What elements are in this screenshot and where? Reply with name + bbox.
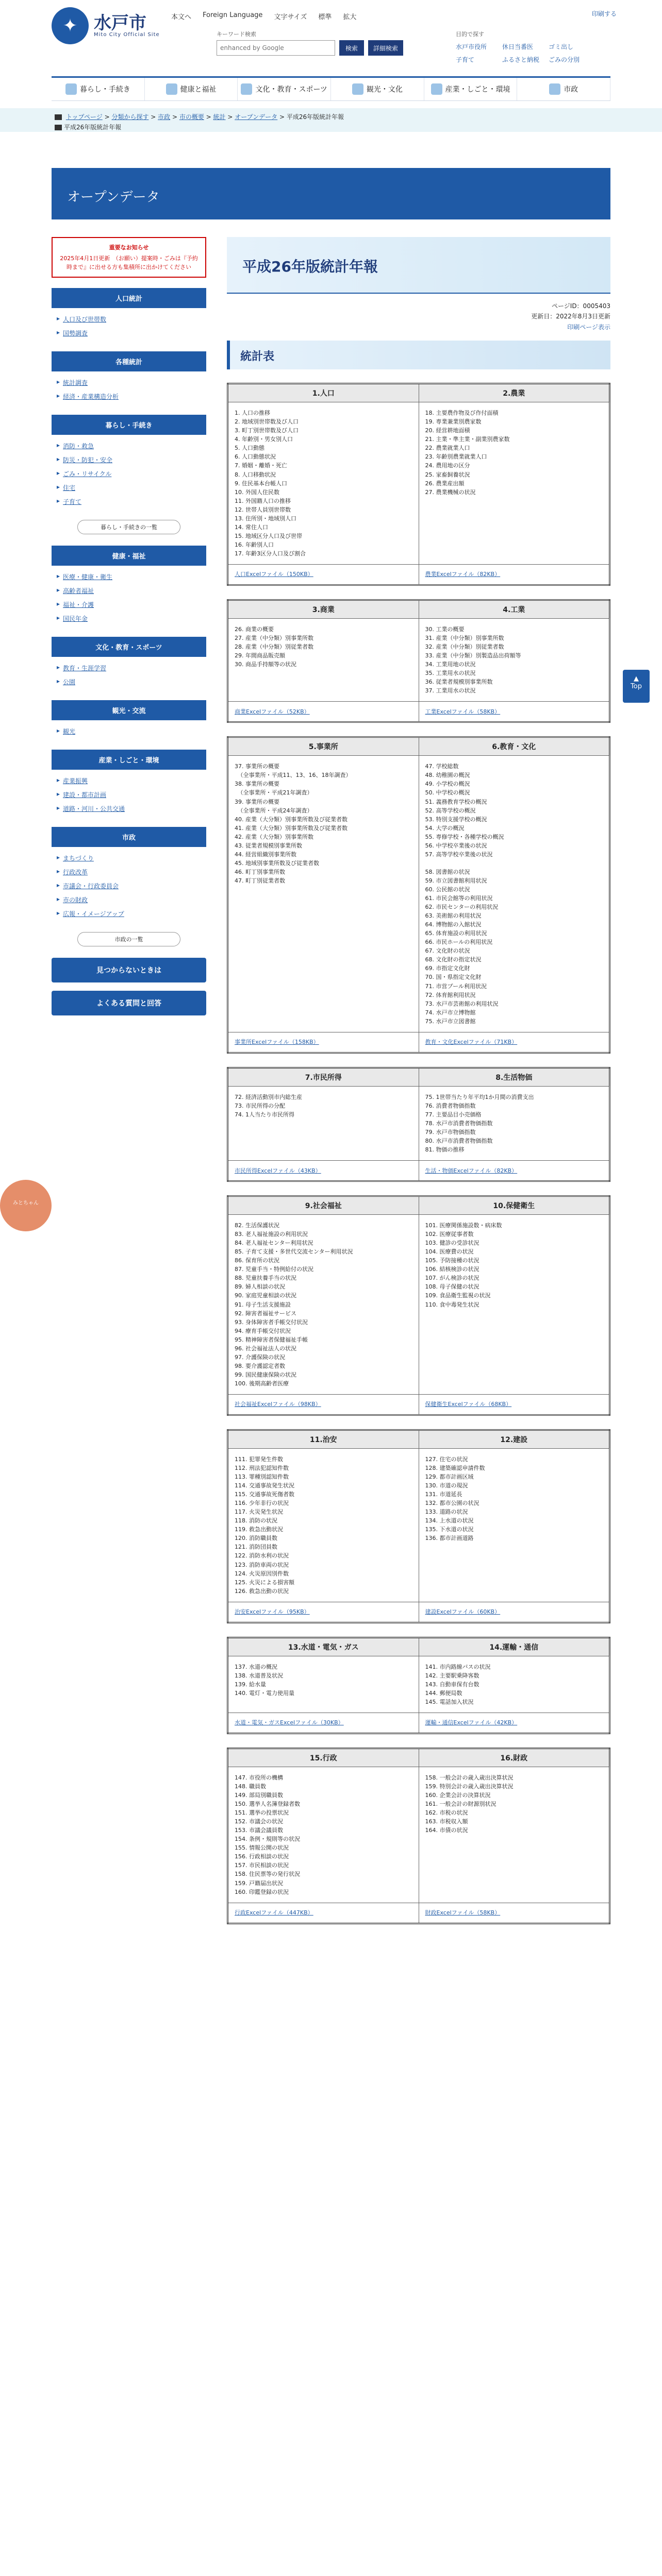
sidebar-link[interactable]: ▸ 国民年金 — [57, 612, 201, 625]
category-banner: オープンデータ — [52, 168, 610, 219]
table-header: 10.保健衛生 — [419, 1196, 610, 1215]
sidebar-link[interactable]: ▸ 産業振興 — [57, 774, 201, 788]
stats-table — [227, 1067, 610, 1182]
sidebar-link[interactable]: ▸ 防災・防犯・安全 — [57, 453, 201, 467]
sidebar-link[interactable]: ▸ 行政改革 — [57, 865, 201, 879]
excel-download-link[interactable]: 工業Excelファイル（58KB） — [425, 708, 501, 715]
excel-download-link[interactable]: 生活・物価Excelファイル（82KB） — [425, 1167, 518, 1174]
sidebar-list — [52, 724, 206, 738]
sidebar-list — [52, 312, 206, 340]
table-entries: 72. 経済活動別市内総生産 73. 市民所得の分配 74. 1人当たり市民所得 — [228, 1086, 419, 1160]
sidebar-heading: 健康・福祉 — [52, 546, 206, 566]
sidebar-link[interactable]: ▸ まちづくり — [57, 851, 201, 865]
page-title: 平成26年版統計年報 — [242, 258, 378, 275]
excel-download-link[interactable]: 農業Excelファイル（82KB） — [425, 571, 501, 578]
sidebar-heading: 人口統計 — [52, 288, 206, 308]
breadcrumb-item[interactable]: 市政 — [158, 113, 171, 121]
sidebar-heading: 文化・教育・スポーツ — [52, 637, 206, 657]
logo-name: 水戸市 — [94, 12, 146, 33]
sidebar-link[interactable]: ▸ 国勢調査 — [57, 326, 201, 340]
stats-table — [227, 383, 610, 586]
sidebar-list — [52, 570, 206, 625]
sidebar-link[interactable]: ▸ 道路・河川・公共交通 — [57, 802, 201, 816]
skip-link[interactable]: 本文へ — [171, 13, 192, 21]
quick-link[interactable]: ゴミ出し — [549, 43, 574, 50]
faq-button[interactable]: よくある質問と回答 — [52, 991, 206, 1015]
table-entries: 47. 学校総数 48. 幼稚園の概況 49. 小学校の概況 50. 中学校の概況 51. 義務教育学校の概況 52. 高等学校の概況 53. 特別支援学校の概況 54. 大学の概況 55. 専修学校・各種学校の概況 56. 中学校卒業後の状況 57. 高等学校卒業後の状況 58. 図書館の状況 59. 市立図書館利用状況 60. 公民館の状況 61. 市民会館等の利用状況 62. 市民センターの利用状況 63. 美術館の利用状況 64. 博物館の入館状況 65. 体育施設の利用状況 66. 市民ホールの利用状況 67. 文化財の状況 68. 文化財の指定状況 69. 市指定文化財 70. 国・県指定文化財 71. 市営プール利用状況 72. 体育館利用状況 73. 水戸市芸術館の利用状況 74. 水戸市立博物館 75. 水戸市立図書館 — [419, 756, 609, 1032]
excel-download-link[interactable]: 市民所得Excelファイル（43KB） — [235, 1167, 321, 1174]
table-entries: 18. 主要農作物及び作付面積 19. 専業兼業別農家数 20. 経営耕地面積 21. 主業・準主業・副業別農家数 22. 農業就業人口 23. 年齢別農業就業人口 24. 農用地の区分 25. 家畜飼養状況 26. 農業産出額 27. 農業機械の状況 — [419, 402, 609, 565]
table-entries: 1. 人口の推移 2. 地域別世帯数及び人口 3. 町丁別世帯数及び人口 4. 年齢別・男女別人口 5. 人口動態 6. 人口動態状況 7. 婚姻・離婚・死亡 8. 人口移動状況 9. 住民基本台帳人口 10. 外国人住民数 11. 外国籍人口の推移 12. 世帯人員別世帯数 13. 住所別・地域別人口 14. 常住人口 15. 地域区分人口及び世帯 16. 年齢別人口 17. 年齢3区分人口及び割合 — [228, 402, 419, 565]
breadcrumb-current-2: 平成26年版統計年報 — [64, 124, 122, 131]
excel-download-link[interactable]: 建設Excelファイル（60KB） — [425, 1608, 501, 1616]
table-header: 8.生活物価 — [419, 1067, 610, 1086]
important-notice[interactable] — [52, 237, 206, 278]
excel-download-link[interactable]: 商業Excelファイル（52KB） — [235, 708, 310, 715]
table-entries: 26. 商業の概要 27. 産業（中分類）別事業所数 28. 産業（中分類）別従業者数 29. 年間商品販売額 30. 商品手持額等の状況 — [228, 618, 419, 701]
table-header: 1.人口 — [228, 384, 419, 402]
table-header: 16.財政 — [419, 1748, 609, 1767]
industry-icon — [431, 83, 442, 95]
table-entries: 111. 犯罪発生件数 112. 刑法犯認知件数 113. 罪種別認知件数 114. 交通事故発生状況 115. 交通事故死傷者数 116. 少年非行の状況 117. 火災発生状況 118. 消防の状況 119. 救急出動状況 120. 消防職員数 121. 消防団員数 122. 消防水利の状況 123. 消防車両の状況 124. 火災原因別件数 125. 火災による損害額 126. 救急出動の状況 — [228, 1448, 419, 1602]
table-entries: 101. 医療関係施設数・病床数 102. 医療従事者数 103. 健診の受診状況 104. 医療費の状況 105. 予防接種の状況 106. 結核検診の状況 107. がん検診の状況 108. 母子保健の状況 109. 食品衛生監視の状況 110. 食中毒発生状況 — [419, 1215, 610, 1395]
living-icon — [65, 83, 77, 95]
excel-download-link[interactable]: 行政Excelファイル（447KB） — [235, 1909, 313, 1917]
sidebar-more-button[interactable]: 暮らし・手続きの一覧 — [77, 520, 180, 534]
table-entries: 37. 事業所の概要 （全事業所・平成11、13、16、18年調査） 38. 事業所の概要 （全事業所・平成21年調査） 39. 事業所の概要 （全事業所・平成24年調査） 40. 産業（大分類）別事業所数及び従業者数 41. 産業（大分類）別事業所数及び従業者数 42. 産業（大分類）別事業所数 43. 従業者規模別事業所数 44. 経営組織別事業所数 45. 地域別事業所数及び従業者数 46. 町丁別事業所数 47. 町丁別従業者数 — [228, 756, 419, 1032]
breadcrumb-current: 平成26年版統計年報 — [286, 113, 344, 121]
sidebar-link[interactable]: ▸ 教育・生涯学習 — [57, 661, 201, 675]
print-page-link[interactable]: 印刷ページ表示 — [567, 323, 610, 331]
stats-table — [227, 1429, 610, 1623]
sidebar — [52, 237, 206, 1024]
culture-icon — [241, 83, 252, 95]
table-header: 6.教育・文化 — [419, 737, 609, 756]
excel-download-link[interactable]: 財政Excelファイル（58KB） — [425, 1909, 501, 1917]
sidebar-link[interactable]: ▸ 住宅 — [57, 481, 201, 495]
sidebar-link[interactable]: ▸ 観光 — [57, 724, 201, 738]
home-icon — [55, 114, 62, 120]
sidebar-heading: 暮らし・手続き — [52, 415, 206, 435]
table-entries: 141. 市内路線バスの状況 142. 主要駅乗降客数 143. 自動車保有台数 144. 郵便局数 145. 電話加入状況 — [419, 1656, 610, 1713]
table-entries: 147. 市役所の機構 148. 職員数 149. 部局別職員数 150. 選挙人名簿登録者数 151. 選挙の投票状況 152. 市議会の状況 153. 市議会議員数 154. 条例・規則等の状況 155. 情報公開の状況 156. 行政相談の状況 157. 市民相談の状況 158. 住民票等の発行状況 159. 戸籍届出状況 160. 印鑑登録の状況 — [228, 1767, 419, 1903]
search-button[interactable]: 検索 — [339, 40, 364, 56]
tourism-icon — [352, 83, 363, 95]
health-icon — [166, 83, 177, 95]
sidebar-link[interactable]: ▸ 人口及び世帯数 — [57, 312, 201, 326]
sidebar-list — [52, 439, 206, 509]
quick-link[interactable]: 子育て — [456, 56, 475, 63]
sidebar-link[interactable]: ▸ 消防・救急 — [57, 439, 201, 453]
sidebar-link[interactable]: ▸ 市の財政 — [57, 893, 201, 907]
gnav-item[interactable]: 文化・教育・スポーツ — [238, 78, 331, 100]
global-nav — [52, 76, 610, 101]
page-title-box — [227, 237, 610, 294]
table-header: 13.水道・電気・ガス — [228, 1637, 419, 1656]
table-header: 12.建設 — [419, 1430, 610, 1448]
stats-table — [227, 1748, 610, 1924]
quick-link[interactable]: 水戸市役所 — [456, 43, 487, 50]
sidebar-link[interactable]: ▸ 子育て — [57, 495, 201, 509]
breadcrumb-item[interactable]: トップページ — [65, 113, 103, 121]
breadcrumb-item[interactable]: 市の概要 — [179, 113, 204, 121]
header — [0, 0, 662, 72]
sidebar-link[interactable]: ▸ 高齢者福祉 — [57, 584, 201, 598]
quick-link[interactable]: ごみの分別 — [549, 56, 580, 63]
gnav-item[interactable]: 健康と福祉 — [145, 78, 238, 100]
page-id: ページID：0005403 — [552, 302, 610, 310]
gnav-item[interactable]: 暮らし・手続き — [52, 78, 145, 100]
mascot-character[interactable]: みとちゃん — [0, 1180, 52, 1231]
sidebar-list — [52, 661, 206, 689]
table-entries: 82. 生活保護状況 83. 老人福祉施設の利用状況 84. 老人福祉センター利用状況 85. 子育て支援・多世代交流センター利用状況 86. 保育所の状況 87. 児童手当・特例給付の状況 88. 児童扶養手当の状況 89. 婦人相談の状況 90. 家庭児童相談の状況 91. 母子生活支援施設 92. 障害者福祉サービス 93. 身体障害者手帳交付状況 94. 療育手帳交付状況 95. 精神障害者保健福祉手帳 96. 社会福祉法人の状況 97. 介護保険の状況 98. 要介護認定者数 99. 国民健康保険の状況 100. 後期高齢者医療 — [228, 1215, 419, 1395]
excel-download-link[interactable]: 水道・電気・ガスExcelファイル（30KB） — [235, 1719, 344, 1726]
table-header: 7.市民所得 — [228, 1067, 419, 1086]
sidebar-list — [52, 774, 206, 816]
stats-table — [227, 1195, 610, 1416]
stats-table — [227, 1637, 610, 1734]
table-header: 14.運輸・通信 — [419, 1637, 610, 1656]
breadcrumb-item[interactable]: オープンデータ — [235, 113, 278, 121]
table-header: 5.事業所 — [228, 737, 419, 756]
sidebar-link[interactable]: ▸ 経済・産業構造分析 — [57, 389, 201, 403]
notice-title: 重要なお知らせ — [109, 244, 149, 251]
font-size-label: 文字サイズ — [274, 13, 307, 21]
page-top-button[interactable]: ▲ Top — [623, 670, 650, 703]
gnav-item[interactable]: 産業・しごと・環境 — [424, 78, 518, 100]
table-header: 11.治安 — [228, 1430, 419, 1448]
breadcrumb-item[interactable]: 分類から探す — [111, 113, 149, 121]
table-entries: 75. 1世帯当たり年平均1か月間の消費支出 76. 消費者物価指数 77. 主要品目小売価格 78. 水戸市消費者物価指数 79. 水戸市物価指数 80. 水戸市消費者物価指数 81. 物価の推移 — [419, 1086, 610, 1160]
search-box — [217, 30, 423, 56]
excel-download-link[interactable]: 事業所Excelファイル（158KB） — [235, 1039, 319, 1046]
site-logo[interactable] — [52, 7, 160, 44]
sidebar-link[interactable]: ▸ 市議会・行政委員会 — [57, 879, 201, 893]
logo-sub: Mito City Official Site — [94, 31, 160, 38]
sidebar-list — [52, 851, 206, 921]
updated-date: 更新日：2022年8月3日更新 — [531, 313, 610, 320]
sidebar-heading: 産業・しごと・環境 — [52, 750, 206, 770]
search-input[interactable] — [217, 40, 335, 56]
sidebar-link[interactable]: ▸ 建設・都市計画 — [57, 788, 201, 802]
sidebar-heading: 市政 — [52, 827, 206, 847]
excel-download-link[interactable]: 運輸・通信Excelファイル（42KB） — [425, 1719, 518, 1726]
sidebar-link[interactable]: ▸ ごみ・リサイクル — [57, 467, 201, 481]
sidebar-list — [52, 376, 206, 403]
search-label: キーワード検索 — [217, 31, 256, 38]
gnav-item[interactable]: 市政 — [517, 78, 610, 100]
home-icon — [55, 125, 62, 130]
utility-links — [171, 11, 356, 21]
advanced-search-button[interactable]: 詳細検索 — [368, 40, 403, 56]
print-link[interactable]: 印刷する — [592, 10, 617, 18]
font-size-large[interactable]: 拡大 — [343, 13, 357, 21]
stats-table — [227, 599, 610, 723]
sidebar-more-button[interactable]: 市政の一覧 — [77, 932, 180, 946]
excel-download-link[interactable]: 保健衛生Excelファイル（68KB） — [425, 1401, 512, 1408]
quick-link[interactable]: ふるさと納税 — [502, 56, 540, 63]
foreign-language-link[interactable]: Foreign Language — [203, 11, 263, 19]
table-header: 2.農業 — [419, 384, 609, 402]
font-size-normal[interactable]: 標準 — [318, 13, 332, 21]
sidebar-link[interactable]: ▸ 統計調査 — [57, 376, 201, 389]
breadcrumb: トップページ > 分類から探す > 市政 > 市の概要 > 統計 > オープンデータ > 平成26年版統計年報 平成26年版統計年報 — [0, 108, 662, 132]
breadcrumb-item[interactable]: 統計 — [213, 113, 226, 121]
quick-title: 目的で探す — [456, 31, 484, 38]
table-entries: 30. 工業の概要 31. 産業（中分類）別事業所数 32. 産業（中分類）別従業者数 33. 産業（中分類）別製造品出荷額等 34. 工業用地の状況 35. 工業用水の状況 36. 従業者規模別事業所数 37. 工業用水の状況 — [419, 618, 610, 701]
stats-table — [227, 736, 610, 1053]
table-entries: 127. 住宅の状況 128. 建築確認申請件数 129. 都市計画区域 130. 市道の現況 131. 市道延長 132. 都市公園の状況 133. 道路の状況 134. 上水道の状況 135. 下水道の状況 136. 都市計画道路 — [419, 1448, 610, 1602]
table-header: 3.商業 — [228, 600, 419, 618]
sidebar-link[interactable]: ▸ 福祉・介護 — [57, 598, 201, 612]
city-admin-icon — [549, 83, 560, 95]
table-header: 9.社会福祉 — [228, 1196, 419, 1215]
sidebar-link[interactable]: ▸ 公園 — [57, 675, 201, 689]
table-entries: 158. 一般会計の歳入歳出決算状況 159. 特別会計の歳入歳出決算状況 160. 企業会計の決算状況 161. 一般会計の財源別状況 162. 市税の状況 163. 市税収入額 164. 市債の状況 — [419, 1767, 609, 1903]
sidebar-heading: 観光・交流 — [52, 700, 206, 720]
table-header: 15.行政 — [228, 1748, 419, 1767]
table-entries: 137. 水道の概況 138. 水道普及状況 139. 給水量 140. 電灯・電力使用量 — [228, 1656, 419, 1713]
excel-download-link[interactable]: 人口Excelファイル（150KB） — [235, 571, 313, 578]
gnav-item[interactable]: 観光・文化 — [331, 78, 424, 100]
main-content — [227, 237, 610, 1924]
sidebar-heading: 各種統計 — [52, 351, 206, 371]
quick-links — [456, 30, 595, 64]
arrow-up-icon: ▲ — [634, 675, 639, 683]
excel-download-link[interactable]: 社会福祉Excelファイル（98KB） — [235, 1401, 321, 1408]
notice-body[interactable]: 2025年4月1日更新 （お願い）提案時・ごみは『予約時まで』に出せる方も集積所に出かけてください — [60, 255, 198, 270]
sidebar-link[interactable]: ▸ 広報・イメージアップ — [57, 907, 201, 921]
excel-download-link[interactable]: 教育・文化Excelファイル（71KB） — [425, 1039, 518, 1046]
section-heading: 統計表 — [227, 341, 610, 369]
quick-link[interactable]: 休日当番医 — [502, 43, 534, 50]
city-emblem-icon: ✦ — [52, 7, 89, 44]
page-meta — [227, 301, 610, 332]
excel-download-link[interactable]: 治安Excelファイル（95KB） — [235, 1608, 310, 1616]
sidebar-link[interactable]: ▸ 医療・健康・衛生 — [57, 570, 201, 584]
not-found-button[interactable]: 見つからないときは — [52, 958, 206, 982]
table-header: 4.工業 — [419, 600, 610, 618]
